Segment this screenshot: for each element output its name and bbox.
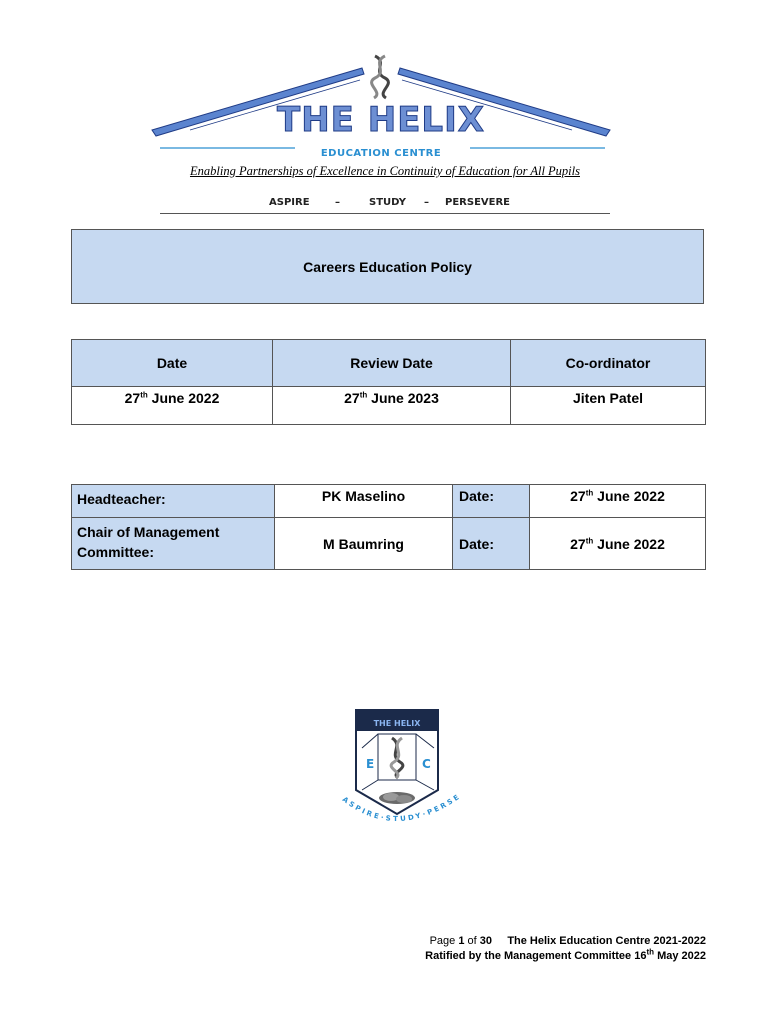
motto-dash-2: –	[424, 197, 429, 208]
motto-persevere: PERSEVERE	[445, 197, 510, 208]
date-label: Date:	[453, 485, 530, 518]
crest-banner-text: THE HELIX	[373, 719, 421, 728]
dates-table	[71, 339, 706, 425]
table-row	[72, 485, 706, 518]
table-header-row	[72, 340, 706, 387]
coordinator-value: Jiten Patel	[511, 387, 706, 425]
date-chair: 27th June 2022	[530, 518, 706, 570]
dna-helix-icon	[372, 56, 389, 98]
footer-line-2: Ratified by the Management Committee 16th May 2022	[425, 947, 706, 962]
header-date: Date	[72, 340, 273, 387]
of-label: of	[467, 935, 477, 947]
table-row	[72, 387, 706, 425]
logo-title: THE HELIX	[277, 100, 485, 140]
ratified-text: Ratified by the Management Committee 16	[425, 950, 647, 962]
role-headteacher: Headteacher:	[72, 485, 275, 518]
table-row	[72, 518, 706, 570]
signatories-table	[71, 484, 706, 570]
motto-dash-1: –	[335, 197, 340, 208]
review-date-value: 27th June 2023	[273, 387, 511, 425]
role-chair: Chair of Management Committee:	[72, 518, 275, 570]
date-headteacher: 27th June 2022	[530, 485, 706, 518]
school-crest	[340, 708, 465, 838]
crest-letter-c: C	[422, 757, 431, 771]
date-value: 27th June 2022	[72, 387, 273, 425]
page-number: 1	[458, 935, 465, 947]
footer-line-1	[380, 934, 706, 949]
page-footer	[380, 934, 706, 964]
name-chair: M Baumring	[275, 518, 453, 570]
header-coordinator: Co-ordinator	[511, 340, 706, 387]
crest-motto-arc: ASPIRE·STUDY·PERSE	[340, 792, 463, 824]
logo-subtitle: EDUCATION CENTRE	[320, 148, 442, 159]
page-total: 30	[479, 935, 493, 947]
policy-title-box	[71, 229, 704, 304]
header-review-date: Review Date	[273, 340, 511, 387]
motto-study: STUDY	[369, 197, 406, 208]
crest-letter-e: E	[366, 757, 375, 771]
page-label: Page	[429, 935, 456, 947]
name-headteacher: PK Maselino	[275, 485, 453, 518]
helix-header-logo	[150, 52, 612, 162]
tagline: Enabling Partnerships of Excellence in Continuity of Education for All Pupils	[189, 164, 580, 178]
date-label: Date:	[453, 518, 530, 570]
policy-title: Careers Education Policy	[303, 258, 472, 275]
motto-line	[160, 197, 610, 214]
motto-aspire: ASPIRE	[269, 197, 310, 208]
footer-org: The Helix Education Centre 2021-2022	[507, 935, 706, 947]
handshake-icon	[379, 792, 415, 804]
